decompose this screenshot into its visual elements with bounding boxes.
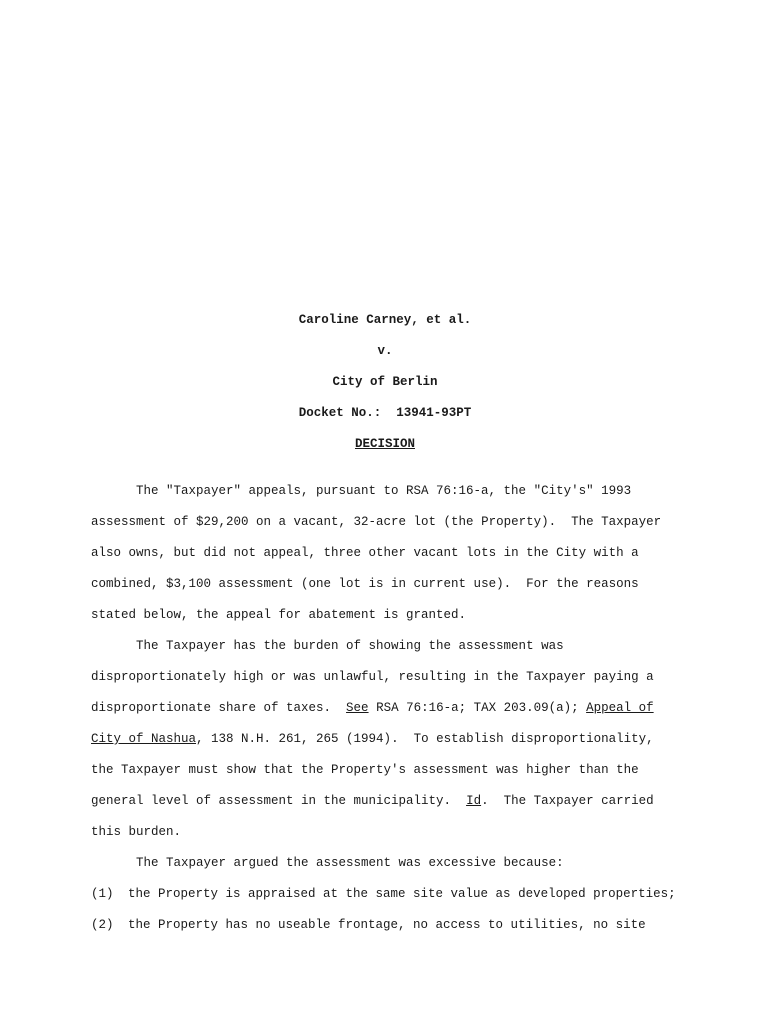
list-item-text: the Property is appraised at the same site value as developed properties; [128, 887, 676, 901]
para2-line4 [91, 732, 654, 746]
docket-number: 13941-93PT [396, 406, 472, 420]
para2-line5: the Taxpayer must show that the Property's assessment was higher than the [91, 763, 639, 777]
para1-line3: also owns, but did not appeal, three other vacant lots in the City with a [91, 546, 639, 560]
para2-text: general level of assessment in the municipality. [91, 794, 467, 808]
para2-text: , 138 N.H. 261, 265 (1994). To establish disproportionality, [196, 732, 654, 746]
decision-heading-text: DECISION [354, 437, 415, 451]
para2-line2: disproportionately high or was unlawful, resulting in the Taxpayer paying a [91, 670, 654, 684]
appeal-of-citation: Appeal of [586, 701, 654, 715]
para1-line4: combined, $3,100 assessment (one lot is in current use). For the reasons [91, 577, 639, 591]
docket-line [0, 406, 770, 420]
para2-line3 [91, 701, 654, 715]
list-item-number: (1) [91, 887, 114, 901]
list-item-text: the Property has no useable frontage, no access to utilities, no site [128, 918, 646, 932]
para2-text: disproportionate share of taxes. [91, 701, 347, 715]
decision-heading [0, 437, 770, 451]
para2-line1: The Taxpayer has the burden of showing the assessment was [136, 639, 564, 653]
para2-line6 [91, 794, 654, 808]
city-of-nashua-citation: City of Nashua [91, 732, 197, 746]
para2-text: RSA 76:16-a; TAX 203.09(a); [368, 701, 587, 715]
para1-line2: assessment of $29,200 on a vacant, 32-acre lot (the Property). The Taxpayer [91, 515, 662, 529]
plaintiff-name: Caroline Carney, et al. [298, 313, 472, 327]
para2-text: . The Taxpayer carried [481, 794, 654, 808]
see-citation: See [346, 701, 369, 715]
defendant-name: City of Berlin [332, 375, 438, 389]
para2-line7: this burden. [91, 825, 182, 839]
para3-intro: The Taxpayer argued the assessment was excessive because: [136, 856, 564, 870]
para1-line1: The "Taxpayer" appeals, pursuant to RSA 76:16-a, the "City's" 1993 [136, 484, 632, 498]
versus: v. [377, 344, 393, 358]
para1-line5: stated below, the appeal for abatement is granted. [91, 608, 467, 622]
list-item-number: (2) [91, 918, 114, 932]
id-citation: Id [466, 794, 482, 808]
docket-label: Docket No.: [298, 406, 382, 420]
